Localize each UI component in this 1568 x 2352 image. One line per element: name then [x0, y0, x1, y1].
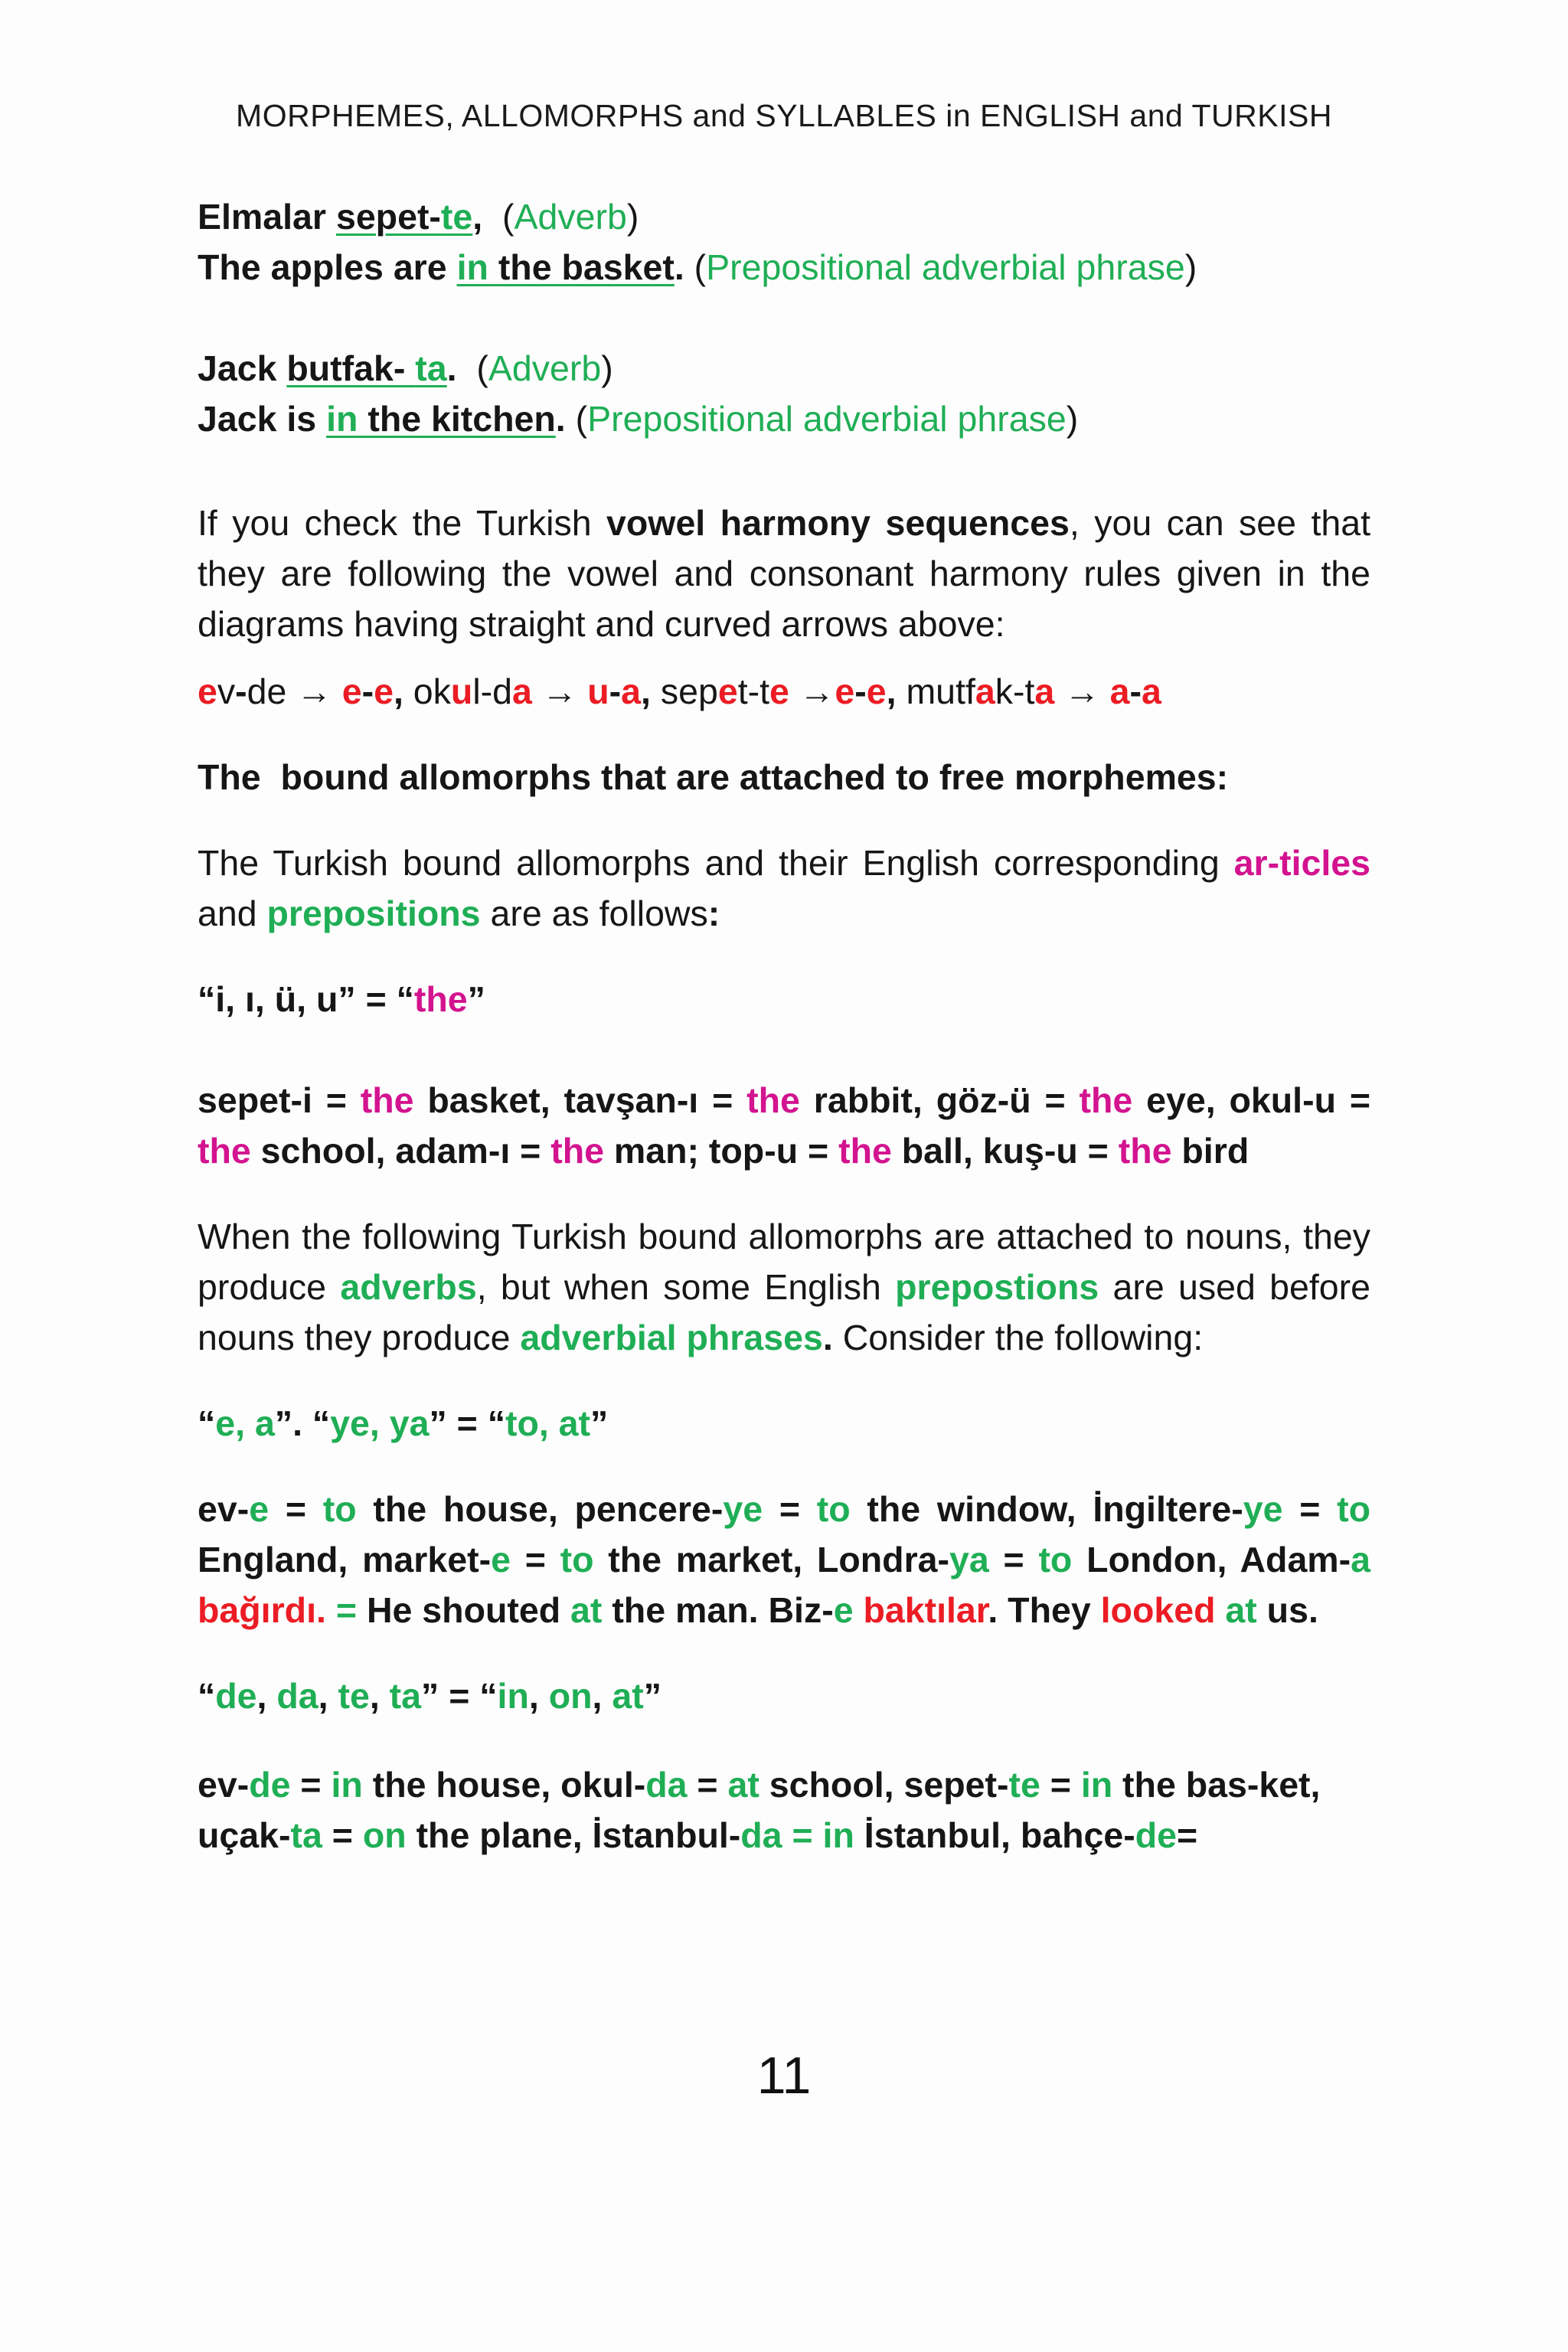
- term-adverbial-phrases: adverbial phrases: [520, 1318, 823, 1357]
- examples-dative: ev-e = to the house, pencere-ye = to the window, İngiltere-ye = to England, market-e = to the market, Londra-ya = to London, Adam-a bağırdı. = He shouted at the man. Biz-e baktılar. They looked at us.: [198, 1489, 1371, 1630]
- example-jack-tr: Jack butfak- ta. (Adverb): [198, 348, 613, 388]
- rule-dative: “e, a”. “ye, ya” = “to, at”: [198, 1403, 609, 1443]
- example-apples-en: The apples are in the basket. (Prepositional adverbial phrase): [198, 247, 1197, 287]
- example-elmalar-tr: Elmalar sepet-te, (Adverb): [198, 197, 639, 237]
- page-body: [198, 191, 1370, 1860]
- term-prepositions: prepositions: [266, 893, 481, 933]
- examples-locative: ev-de = in the house, okul-da = at school, sepet-te = in the bas-ket, uçak-ta = on the plane, İstanbul-da = in İstanbul, bahçe-de=: [198, 1765, 1321, 1855]
- tr-underlined-adverb: sepet-te: [335, 197, 473, 237]
- en-underlined-phrase: in the basket: [456, 247, 675, 287]
- harmony-sequence-line: ev-de → e-e, okul-da → u-a, sepet-te →e-e, mutfak-ta → a-a: [198, 671, 1161, 711]
- label-adverb: Adverb: [514, 197, 627, 237]
- label-adverb: Adverb: [488, 348, 602, 388]
- label-prepositional-phrase: Prepositional adverbial phrase: [587, 399, 1067, 439]
- rule-locative: “de, da, te, ta” = “in, on, at”: [198, 1676, 662, 1716]
- examples-definite-article: sepet-i = the basket, tavşan-ı = the rabbit, göz-ü = the eye, okul-u = the school, adam-ı = the man; top-u = the ball, kuş-u = the bird: [198, 1080, 1371, 1171]
- example-jack-en: Jack is in the kitchen. (Prepositional adverbial phrase): [198, 399, 1079, 439]
- term-prepostions: prepostions: [895, 1267, 1099, 1307]
- term-articles: ar-ticles: [1233, 843, 1371, 883]
- running-header: MORPHEMES, ALLOMORPHS and SYLLABLES in ENGLISH and TURKISH: [236, 98, 1332, 133]
- en-underlined-phrase: in the kitchen: [326, 399, 556, 439]
- term-adverbs: adverbs: [340, 1267, 477, 1307]
- page-number: 11: [756, 2047, 812, 2105]
- paragraph-adverbs: When the following Turkish bound allomorphs are attached to nouns, they produce adverbs, but when some English prepostions are used before nouns they produce adverbial phrases. Consider the following:: [198, 1217, 1371, 1357]
- label-prepositional-phrase: Prepositional adverbial phrase: [706, 247, 1185, 287]
- tr-underlined-adverb: butfak- ta: [286, 348, 447, 388]
- rule-definite-article: “i, ı, ü, u” = “the”: [198, 979, 485, 1019]
- paragraph-articles-prepositions: The Turkish bound allomorphs and their English corresponding ar-ticles and prepositions are as follows:: [198, 843, 1371, 933]
- paragraph-vowel-harmony: If you check the Turkish vowel harmony sequences, you can see that they are following the vowel and consonant harmony rules given in the diagrams having straight and curved arrows above:: [198, 503, 1371, 644]
- section-heading: The bound allomorphs that are attached to free morphemes:: [198, 757, 1229, 797]
- tr-word: Elmalar: [198, 197, 327, 237]
